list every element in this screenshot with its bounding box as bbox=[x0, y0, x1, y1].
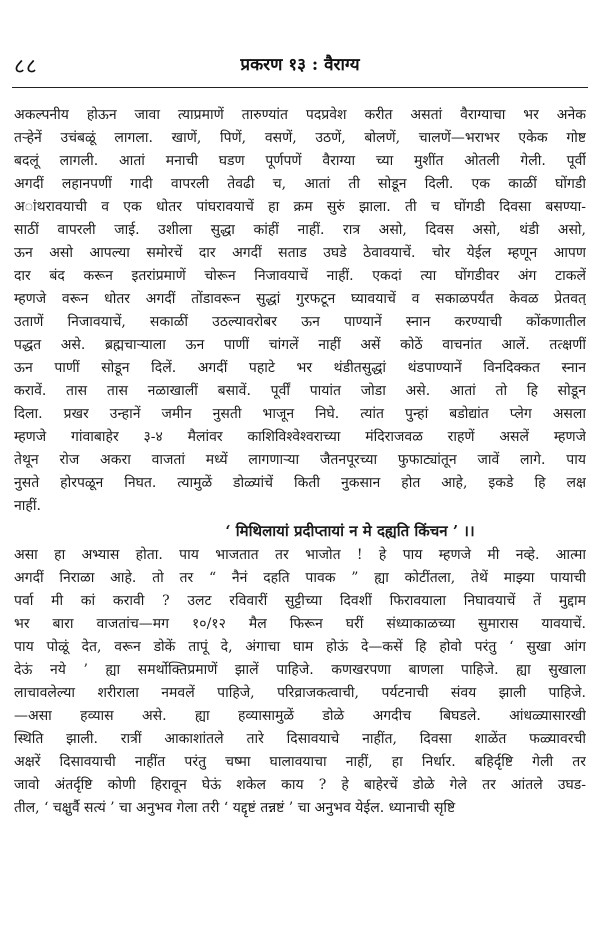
text-line: जावो अंतर्दृष्टि कोणी हिरावून घेऊं शकेल काय ? हे बाहेरचें डोळे गेले तर आंतले उघड- bbox=[14, 777, 586, 793]
paragraph-2 bbox=[14, 544, 586, 820]
text-line: दिला. प्रखर उन्हानें जमीन नुसती भाजून निघे. त्यांत पुन्हां बडोद्यांत प्लेग असला bbox=[14, 406, 586, 422]
text-line: अांथरावयाची व एक धोतर पांघरावयाचें हा क्रम सुरुं झाला. ती च घोंगडी दिवसा बसण्या- bbox=[14, 199, 586, 215]
text-line: भर बारा वाजतांच—मग १०/१२ मैल फिरून घरीं संध्याकाळच्या सुमारास यावयाचें. bbox=[14, 616, 586, 632]
text-line: अगदीं लहानपणीं गादी वापरली तेवढी च, आतां ती सोडून दिली. एक काळीं घोंगडी bbox=[14, 176, 586, 192]
sanskrit-verse: ‘ मिथिलायां प्रदीप्तायां न मे दह्यति किंचन ’ ।। bbox=[225, 522, 475, 540]
paragraph-1 bbox=[14, 104, 586, 518]
text-line: नुसते होरपळून निघत. त्यामुळें डोळ्यांचें किती नुकसान होत आहे, इकडे हि लक्ष bbox=[14, 475, 586, 491]
text-line: अगदीं निराळा आहे. तो तर “ नैनं दहति पावक ” ह्या कोटींतला, तेथें माझ्या पायाची bbox=[14, 570, 586, 586]
text-line: पाय पोळूं देत, वरून डोकें तापूं दे, अंगाचा घाम हाेऊं दे—कसें हि होवो परंतु ‘ सुखा आंग bbox=[14, 639, 586, 655]
text-line: पद्धत असे. ब्रह्मचाऱ्याला ऊन पाणीं चांगलें नाहीं असें कोठें वाचनांत आलें. तत्क्षणीं bbox=[14, 337, 586, 353]
text-line: साठीं वापरली जाई. उशीला सुद्धा कांहीं नाहीं. रात्र असो, दिवस असो, थंडी असो, bbox=[14, 222, 586, 238]
text-line: उताणें निजावयाचें, सकाळीं उठल्यावरोबर ऊन पाण्यानें स्नान करण्याची कोंकणातील bbox=[14, 314, 586, 330]
text-line: तेथून रोज अकरा वाजतां मध्यें लागणाऱ्या जैतनपूरच्या फुफाट्यांतून जावें लागे. पाय bbox=[14, 452, 586, 468]
chapter-running-head: प्रकरण १३ : वैराग्य bbox=[240, 55, 360, 75]
header-rule bbox=[12, 87, 588, 88]
text-line: करावें. तास तास नळाखालीं बसावें. पूर्वीं पायांत जोडा असे. आतां तो हि सोडून bbox=[14, 383, 586, 399]
text-line: स्थिति झाली. रात्रीं आकाशांतले तारे दिसावयाचे नाहींत, दिवसा शाळेंत फळ्यावरची bbox=[14, 731, 586, 747]
body-text bbox=[14, 104, 586, 820]
text-line: अकल्पनीय होऊन जावा त्याप्रमाणें तारुण्यांत पदप्रवेश करीत असतां वैराग्याचा भर अनेक bbox=[14, 107, 586, 123]
page-number: ८८ bbox=[14, 54, 38, 78]
text-line: लाचावलेल्या शरीराला नमवलें पाहिजे, परिव्राजकत्वाची, पर्यटनाची संवय झाली पाहिजे. bbox=[14, 685, 586, 701]
text-line: पर्वा मी कां करावी ? उलट रविवारीं सुट्टीच्या दिवशीं फिरावयाला निघावयाचें तें मुद्दाम bbox=[14, 593, 586, 609]
text-line: म्हणजे वरून धोतर अगदीं तोंडावरून सुद्धां गुरफटून घ्यावयाचें व सकाळपर्यंत केवळ प्रेतवत् bbox=[14, 291, 586, 307]
text-line: बदलूं लागली. आतां मनाची घडण पूर्णपणें वैराग्या च्या मुशींत ओतली गेली. पूर्वी bbox=[14, 153, 586, 169]
text-line: —असा हव्यास असे. ह्या हव्यासामुळें डोळे अगदीच बिघडले. आंधळ्यासारखी bbox=[14, 708, 586, 724]
text-line: अक्षरें दिसावयाची नाहींत परंतु चष्मा घालावयाचा नाहीं, हा निर्धार. बहिर्दृष्टि गेली तर bbox=[14, 754, 586, 770]
text-line: म्हणजे गांवाबाहेर ३-४ मैलांवर काशिविश्वेश्वराच्या मंदिराजवळ राहणें असलें म्हणजे bbox=[14, 429, 586, 445]
text-line: तऱ्हेनें उचंबळूं लागला. खाणें, पिणें, वसणें, उठणें, बोलणें, चालणें—भराभर एकेक गोष्ट bbox=[14, 130, 586, 146]
text-line: देऊं नये ’ ह्या समर्थोक्तिप्रमाणें झालें पाहिजे. कणखरपणा बाणला पाहिजे. ह्या सुखाला bbox=[14, 662, 586, 678]
text-line: दार बंद करून इतरांप्रमाणें चोरून निजावयाचें नाहीं. एकदां त्या घोंगडीवर अंग टाकलें bbox=[14, 268, 586, 284]
page-header bbox=[14, 52, 586, 86]
text-line: नाहीं. bbox=[14, 498, 41, 514]
text-line: असा हा अभ्यास होता. पाय भाजतात तर भाजोत ! हे पाय म्हणजे मी नव्हे. आत्मा bbox=[14, 547, 586, 563]
text-line: ऊन असो आपल्या समोरचें दार अगदीं सताड उघडे ठेवावयाचें. चोर येईल म्हणून आपण bbox=[14, 245, 586, 261]
text-line: तील, ‘ चक्षुर्वै सत्यं ’ चा अनुभव गेला तरी ‘ यद्दृष्टं तन्नष्टं ’ चा अनुभव येईल. ध्यानाची सृष्टि bbox=[14, 800, 456, 816]
text-line: ऊन पाणीं सोडून दिलें. अगदीं पहाटे भर थंडीतसुद्धां थंडपाण्यानें विनदिक्कत स्नान bbox=[14, 360, 586, 376]
